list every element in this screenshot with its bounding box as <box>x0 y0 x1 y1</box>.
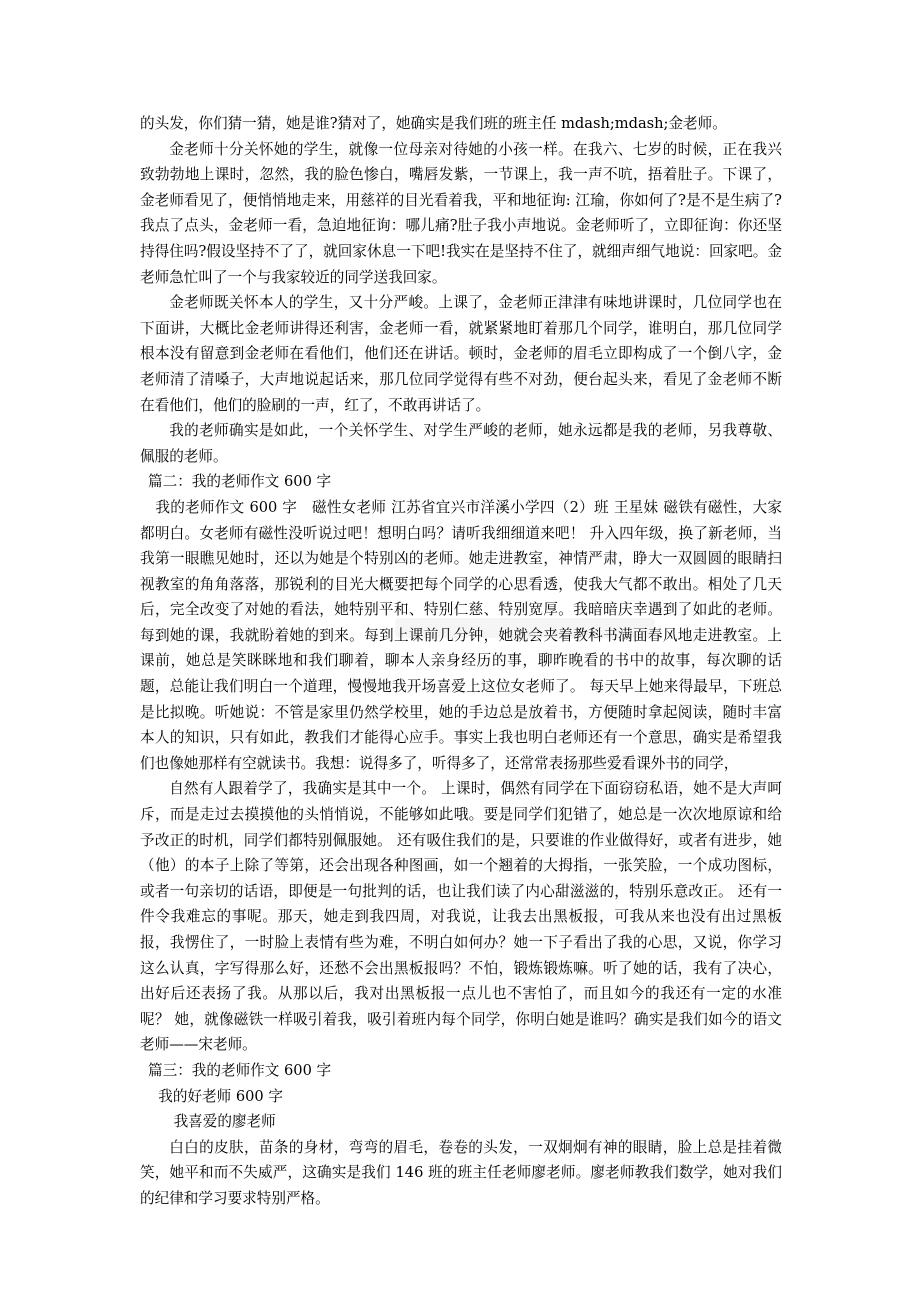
essay-text-column <box>140 111 782 1212</box>
essay-title-good-teacher: 我的好老师 600 字 <box>158 1087 283 1105</box>
paragraph-liao-teacher: 白白的皮肤，苗条的身材，弯弯的眉毛，卷卷的头发，一双炯炯有神的眼睛，脸上总是挂着微笑，她平和而不失威严，这确实是我们 146 班的班主任老师廖老师。廖老师教我们数学，她对我们的纪律和学习要求特别严格。 <box>140 1138 782 1207</box>
paragraph-continuation: 的头发，你们猜一猜，她是谁?猜对了，她确实是我们班的班主任 mdash;mdash;金老师。 <box>140 115 727 132</box>
paragraph-teacher-strict: 金老师既关怀本人的学生，又十分严峻。上课了，金老师正津津有味地讲课时，几位同学也在下面讲，大概比金老师讲得还利害，金老师一看，就紧紧地盯着那几个同学，谁明白，那几位同学根本没有留意到金老师在看他们，他们还在讲话。顿时，金老师的眉毛立即构成了一个倒八字，金老师清了清嗓子，大声地说起话来，那几位同学觉得有些不对劲，便台起头来，看见了金老师不断在看他们，他们的脸刷的一声，红了，不敢再讲话了。 <box>140 294 782 414</box>
paragraph-magnetic-teacher-continued: 自然有人跟着学了，我确实是其中一个。 上课时，偶然有同学在下面窃窃私语，她不是大声呵斥，而是走过去摸摸他的头悄悄说，不能够如此哦。要是同学们犯错了，她总是一次次地原谅和给予改正的时机，同学们都特别佩服她。 还有吸住我们的是，只要谁的作业做得好，或者有进步，她（他）的本子上除了等第，还会出现各种图画，如一个翘着的大拇指，一张笑脸，一个成功图标，或者一句亲切的话语，即便是一句批判的话，也让我们读了内心甜滋滋的，特别乐意改正。 还有一件令我难忘的事呢。那天，她走到我四周，对我说，让我去出黑板报，可我从来也没有出过黑板报，我愣住了，一时脸上表情有些为难，不明白如何办？她一下子看出了我的心思，又说，你学习这么认真，字写得那么好，还愁不会出黑板报吗？不怕，锻炼锻炼嘛。听了她的话，我有了决心，出好后还表扬了我。从那以后，我对出黑板报一点儿也不害怕了，而且如今的我还有一定的水准呢？ 她，就像磁铁一样吸引着我，吸引着班内每个同学，你明白她是谁吗？确实是我们如今的语文老师——宋老师。 <box>140 780 782 1054</box>
paragraph-magnetic-teacher: 我的老师作文 600 字 磁性女老师 江苏省宜兴市洋溪小学四（2）班 王星妹 磁铁有磁性，大家都明白。女老师有磁性没听说过吧！想明白吗？请听我细细道来吧！ 升入四年级，换了新老师，当我第一眼瞧见她时，还以为她是个特别凶的老师。她走进教室，神情严肃，睁大一双圆圆的眼睛扫视教室的角角落落，那锐利的目光大概要把每个同学的心思看透，使我大气都不敢出。相处了几天后，完全改变了对她的看法，她特别平和、特别仁慈、特别宽厚。我暗暗庆幸遇到了如此的老师。 每到她的课，我就盼着她的到来。每到上课前几分钟，她就会夹着教科书满面春风地走进教室。上课前，她总是笑眯眯地和我们聊着，聊本人亲身经历的事，聊昨晚看的书中的故事，每次聊的话题，总能让我们明白一个道理，慢慢地我开场喜爱上这位女老师了。 每天早上她来得最早，下班总是比拟晚。听她说：不管是家里仍然学校里，她的手边总是放着书，方便随时拿起阅读，随时丰富本人的知识，只有如此，教我们才能得心应手。事实上我也明白老师还有一个意思，确实是希望我们也像她那样有空就读书。我想：说得多了，听得多了，还常常表扬那些爱看课外书的同学， <box>140 498 782 772</box>
paragraph-teacher-care: 金老师十分关怀她的学生，就像一位母亲对待她的小孩一样。在我六、七岁的时候，正在我兴致勃勃地上课时，忽然，我的脸色惨白，嘴唇发紫，一节课上，我一声不吭，捂着肚子。下课了，金老师看见了，便悄悄地走来，用慈祥的目光看着我，平和地征询: 江瑜，你如何了?是不是生病了?我点了点头，金老师一看，急迫地征询：哪儿痛?肚子我小声地说。金老师听了，立即征询：你还坚持得住吗?假设坚持不了了，就回家休息一下吧!我实在是坚持不住了，就细声细气地说：回家吧。金老师急忙叫了一个与我家较近的同学送我回家。 <box>140 140 782 286</box>
paragraph-essay-one-conclusion: 我的老师确实是如此，一个关怀学生、对学生严峻的老师，她永远都是我的老师，另我尊敬、佩服的老师。 <box>140 422 782 465</box>
essay-subtitle-liao-teacher: 我喜爱的廖老师 <box>173 1113 276 1131</box>
section-heading-part-two: 篇二：我的老师作文 600 字 <box>148 473 332 491</box>
section-heading-part-three: 篇三：我的老师作文 600 字 <box>148 1061 332 1079</box>
